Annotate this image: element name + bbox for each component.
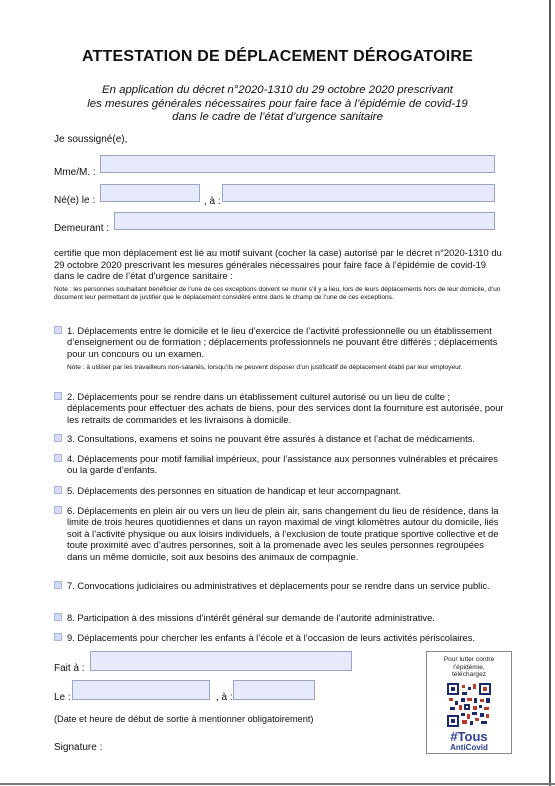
time-label: , à : (216, 692, 233, 703)
exceptions-note: Note : les personnes souhaitant bénéficier de l’une de ces exceptions doivent se munir s’il y a lieu, lors de leurs déplacements hors de leur domicile, d’un document leur permettant de justifier que le déplacement considéré entre dans le champ de l’une de ces exceptions. (54, 286, 501, 302)
reason-4-label: 4. Déplacements pour motif familial impérieux, pour l’assistance aux personnes vulnérables et précaires ou la garde d’enfants. (67, 453, 498, 476)
document-subtitle (40, 84, 515, 125)
reason-2[interactable] (54, 391, 504, 425)
name-label: Mme/M. : (54, 167, 96, 178)
fait-label: Fait à : (54, 663, 85, 674)
reason-7-checkbox[interactable] (54, 581, 62, 589)
reason-8-label: 8. Participation à des missions d’intérêt général sur demande de l’autorité administrative. (67, 612, 435, 623)
reason-8[interactable] (54, 612, 504, 623)
reason-9-checkbox[interactable] (54, 633, 62, 641)
promo-caption-line-1: Pour lutter contre (443, 656, 495, 663)
reason-1-note: Note : à utiliser par les travailleurs non-salariés, lorsqu’ils ne peuvent disposer d’un justificatif de déplacement établi par leur employeur. (67, 364, 463, 371)
reason-4[interactable] (54, 453, 504, 476)
birth-place-field[interactable] (222, 184, 495, 202)
date-field[interactable] (72, 680, 210, 700)
reason-4-checkbox[interactable] (54, 454, 62, 462)
subtitle-line-2: les mesures générales nécessaires pour faire face à l’épidémie de covid-19 (87, 97, 468, 110)
subtitle-line-3: dans le cadre de l’état d’urgence sanitaire (172, 111, 383, 123)
page-edge-bottom (0, 783, 555, 785)
reason-1-checkbox[interactable] (54, 326, 62, 334)
date-note: (Date et heure de début de sortie à mentionner obligatoirement) (54, 714, 314, 724)
brand-tous: #Tous (450, 728, 488, 744)
address-label: Demeurant : (54, 223, 110, 234)
document-title: ATTESTATION DE DÉPLACEMENT DÉROGATOIRE (81, 48, 473, 65)
reason-8-checkbox[interactable] (54, 613, 62, 621)
reason-2-checkbox[interactable] (54, 392, 62, 400)
reason-2-label: 2. Déplacements pour se rendre dans un établissement culturel autorisé ou un lieu de culte ; déplacements pour effectuer des achats de biens, pour des services dont la fourniture est autorisée, pour les retraits de commandes et les livraisons à domicile. (67, 391, 504, 425)
subtitle-line-1: En application du décret n°2020-1310 du 29 octobre 2020 prescrivant (102, 84, 453, 96)
page-edge-right (549, 0, 551, 786)
address-field[interactable] (114, 212, 495, 230)
tousanticovid-promo (426, 651, 512, 754)
reason-1-label: 1. Déplacements entre le domicile et le lieu d’exercice de l’activité professionnelle ou un établissement d’enseignement ou de formation ; déplacements professionnels ne pouvant être différés ; déplacements pour un concours ou un examen. (67, 325, 498, 359)
time-field[interactable] (233, 680, 315, 700)
birth-date-field[interactable] (100, 184, 200, 202)
name-field[interactable] (100, 155, 495, 173)
reason-1[interactable] (54, 325, 504, 359)
fait-field[interactable] (90, 651, 352, 671)
date-label: Le : (54, 692, 71, 703)
reason-5-label: 5. Déplacements des personnes en situation de handicap et leur accompagnant. (67, 485, 402, 496)
reason-9[interactable] (54, 632, 504, 643)
promo-caption-line-3: téléchargez (451, 671, 487, 679)
reason-3-label: 3. Consultations, examens et soins ne pouvant être assurés à distance et l’achat de médicaments. (67, 433, 476, 444)
intro-text: Je soussigné(e), (54, 134, 128, 145)
reason-5-checkbox[interactable] (54, 486, 62, 494)
reason-3[interactable] (54, 433, 504, 444)
qr-code-icon (447, 683, 491, 727)
signature-label: Signature : (54, 742, 103, 753)
promo-caption (427, 656, 511, 679)
promo-caption-line-2: l’épidémie, (453, 663, 485, 671)
certify-text: certifie que mon déplacement est lié au motif suivant (cocher la case) autorisé par le décret n°2020-1310 du 29 octobre 2020 prescrivant les mesures générales nécessaires pour faire face à l’épidémie de covid-19 dans le cadre de l’état d’urgence sanitaire : (54, 247, 502, 282)
reason-5[interactable] (54, 485, 504, 496)
reason-6[interactable] (54, 505, 504, 562)
birth-date-label: Né(e) le : (54, 195, 96, 206)
reason-7-label: 7. Convocations judiciaires ou administratives et déplacements pour se rendre dans un service public. (67, 580, 490, 591)
reason-6-label: 6. Déplacements en plein air ou vers un lieu de plein air, sans changement du lieu de résidence, dans la limite de trois heures quotidiennes et dans un rayon maximal de vingt kilomètres autour du domicile, liés soit à l’activité physique ou aux loisirs individuels, à l’exclusion de toute pratique sportive collective et de toute proximité avec d’autres personnes, soit à la promenade avec les seules personnes regroupées dans un même domicile, soit aux besoins des animaux de compagnie. (67, 505, 499, 562)
reason-6-checkbox[interactable] (54, 506, 62, 514)
reason-9-label: 9. Déplacements pour chercher les enfants à l’école et à l’occasion de leurs activités périscolaires. (67, 632, 476, 643)
brand-anticovid: AntiCovid (450, 742, 488, 752)
birth-place-label: , à : (204, 196, 221, 207)
reason-3-checkbox[interactable] (54, 434, 62, 442)
reason-7[interactable] (54, 580, 504, 591)
